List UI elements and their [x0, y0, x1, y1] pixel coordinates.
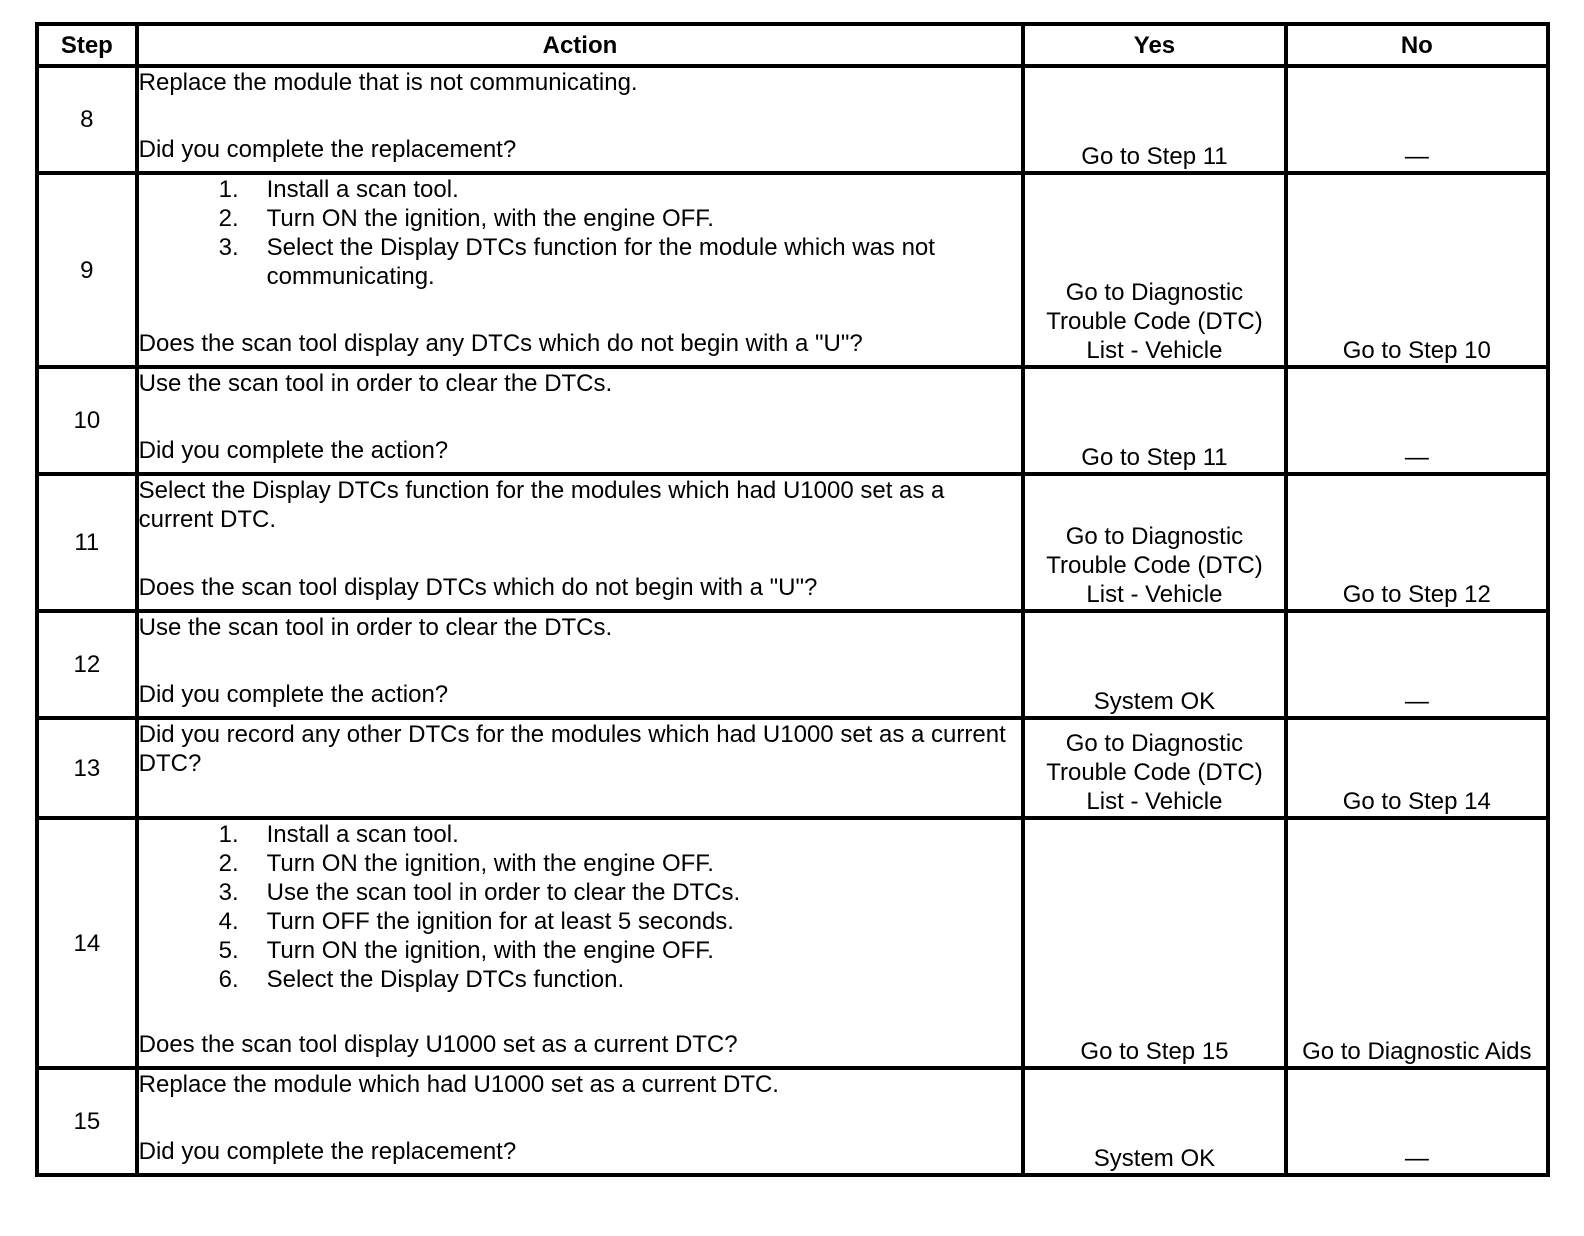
table-row [37, 173, 1548, 367]
action-cell [137, 718, 1024, 818]
list-item-number: 5. [218, 937, 239, 964]
action-cell [137, 66, 1024, 173]
list-item-text: Select the Display DTCs function for the module which was not communicating. [266, 234, 935, 290]
action-question: Did you complete the action? [138, 681, 449, 708]
list-item-number: 2. [218, 205, 239, 232]
action-cell [137, 818, 1024, 1068]
action-cell [137, 474, 1024, 611]
action-text: Did you record any other DTCs for the modules which had U1000 set as a current DTC? [138, 721, 1006, 777]
list-item-text: Turn ON the ignition, with the engine OFF. [266, 937, 714, 964]
action-text: Select the Display DTCs function for the modules which had U1000 set as a current DTC. [138, 477, 945, 533]
list-item-text: Turn OFF the ignition for at least 5 seconds. [266, 908, 734, 935]
list-item-number: 6. [218, 966, 239, 993]
header-row [37, 24, 1548, 66]
yes-result: Go to Diagnostic Trouble Code (DTC) List - Vehicle [1023, 718, 1285, 818]
yes-result: Go to Step 11 [1023, 367, 1285, 474]
step-number: 14 [37, 818, 137, 1068]
yes-result: System OK [1023, 611, 1285, 718]
step-number: 13 [37, 718, 137, 818]
header-yes: Yes [1023, 24, 1285, 66]
table-row [37, 1068, 1548, 1175]
yes-result: Go to Diagnostic Trouble Code (DTC) List - Vehicle [1023, 173, 1285, 367]
action-question: Did you complete the action? [138, 437, 449, 464]
list-item-number: 1. [218, 821, 239, 848]
yes-result: Go to Step 11 [1023, 66, 1285, 173]
yes-result: System OK [1023, 1068, 1285, 1175]
table-row [37, 818, 1548, 1068]
action-list [139, 175, 1022, 291]
no-result: — [1286, 1068, 1548, 1175]
no-result: — [1286, 66, 1548, 173]
no-result: Go to Step 12 [1286, 474, 1548, 611]
no-result: — [1286, 611, 1548, 718]
list-item [139, 175, 1022, 204]
list-item-number: 2. [218, 850, 239, 877]
action-cell [137, 173, 1024, 367]
list-item [139, 233, 1022, 291]
table-row [37, 474, 1548, 611]
list-item-text: Use the scan tool in order to clear the DTCs. [266, 879, 741, 906]
action-cell [137, 367, 1024, 474]
list-item-number: 4. [218, 908, 239, 935]
action-list [139, 820, 1022, 994]
step-number: 12 [37, 611, 137, 718]
no-result: — [1286, 367, 1548, 474]
list-item [139, 878, 1022, 907]
action-text: Replace the module which had U1000 set as a current DTC. [138, 1071, 779, 1098]
table-row [37, 611, 1548, 718]
list-item-text: Install a scan tool. [266, 176, 459, 203]
action-question: Did you complete the replacement? [138, 136, 517, 163]
list-item-number: 1. [218, 176, 239, 203]
action-question: Does the scan tool display any DTCs which do not begin with a "U"? [138, 330, 863, 357]
yes-result: Go to Diagnostic Trouble Code (DTC) List - Vehicle [1023, 474, 1285, 611]
yes-result: Go to Step 15 [1023, 818, 1285, 1068]
step-number: 10 [37, 367, 137, 474]
header-no: No [1286, 24, 1548, 66]
header-step: Step [37, 24, 137, 66]
action-question: Did you complete the replacement? [138, 1138, 517, 1165]
list-item-text: Install a scan tool. [266, 821, 459, 848]
list-item [139, 204, 1022, 233]
action-text: Use the scan tool in order to clear the DTCs. [138, 614, 613, 641]
step-number: 8 [37, 66, 137, 173]
no-result: Go to Step 10 [1286, 173, 1548, 367]
action-question: Does the scan tool display U1000 set as a current DTC? [138, 1031, 738, 1058]
list-item-text: Turn ON the ignition, with the engine OFF. [266, 205, 714, 232]
step-number: 9 [37, 173, 137, 367]
list-item-text: Select the Display DTCs function. [266, 966, 625, 993]
list-item [139, 936, 1022, 965]
list-item [139, 820, 1022, 849]
list-item [139, 907, 1022, 936]
table-row [37, 367, 1548, 474]
list-item-number: 3. [218, 879, 239, 906]
list-item [139, 849, 1022, 878]
list-item [139, 965, 1022, 994]
no-result: Go to Step 14 [1286, 718, 1548, 818]
no-result: Go to Diagnostic Aids [1286, 818, 1548, 1068]
action-question: Does the scan tool display DTCs which do not begin with a "U"? [138, 574, 818, 601]
diagnostic-table [35, 22, 1550, 1177]
step-number: 15 [37, 1068, 137, 1175]
action-text: Replace the module that is not communicating. [138, 69, 638, 96]
action-cell [137, 611, 1024, 718]
table-row [37, 66, 1548, 173]
action-cell [137, 1068, 1024, 1175]
step-number: 11 [37, 474, 137, 611]
action-text: Use the scan tool in order to clear the DTCs. [138, 370, 613, 397]
table-row [37, 718, 1548, 818]
header-action: Action [137, 24, 1024, 66]
list-item-number: 3. [218, 234, 239, 261]
list-item-text: Turn ON the ignition, with the engine OFF. [266, 850, 714, 877]
